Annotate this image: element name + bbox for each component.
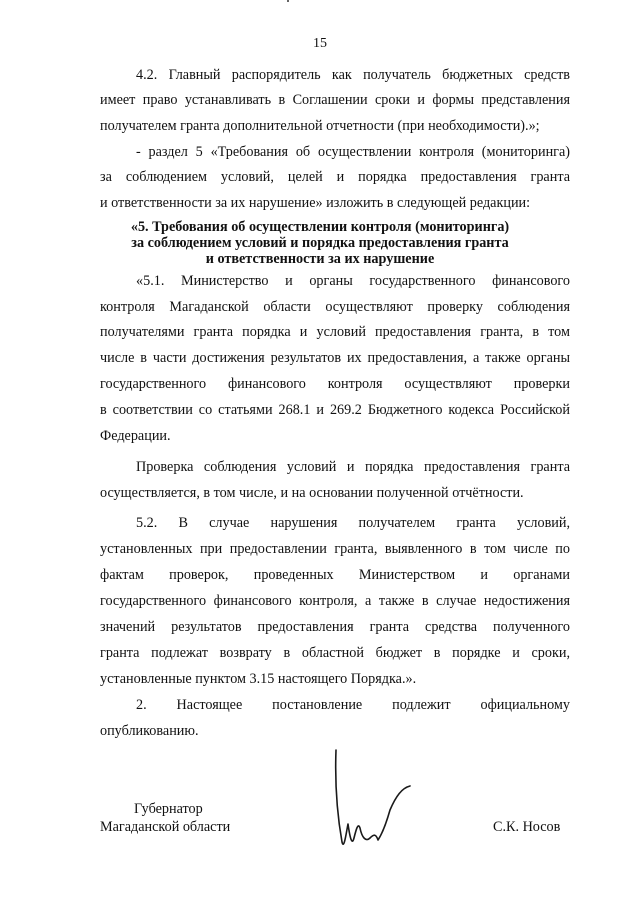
para-5-2-line: значений результатов предоставления гранта средства полученного <box>100 619 570 635</box>
page-number: 15 <box>313 36 327 51</box>
para-5-1-line: в соответствии со статьями 268.1 и 269.2 Бюджетного кодекса Российской <box>100 402 570 418</box>
para-4-2-line: получателем гранта дополнительной отчетности (при необходимости).»; <box>100 118 540 134</box>
governor-name: С.К. Носов <box>493 819 561 835</box>
section-heading-line: и ответственности за их нарушение <box>205 251 435 267</box>
scan-mark <box>287 0 289 2</box>
section5-intro-line: - раздел 5 «Требования об осуществлении контроля (мониторинга) <box>136 144 570 160</box>
para-5-1-line: государственного финансового контроля осуществляют проверки <box>100 376 570 392</box>
para-5-1-line: числе в части достижения результатов их предоставления, а также органы <box>100 350 570 366</box>
section5-intro-line: и ответственности за их нарушение» изложить в следующей редакции: <box>100 195 531 211</box>
para-2-line: опубликованию. <box>100 723 199 739</box>
para-5-2-line: государственного финансового контроля, а также в случае недостижения <box>100 593 570 609</box>
para-5-2-line: фактам проверок, проведенных Министерством и органами <box>100 567 570 583</box>
para-5-1-line: получателями гранта порядка и условий предоставления гранта, в том <box>100 324 570 340</box>
region-title: Магаданской области <box>100 819 231 835</box>
para-4-2-line: 4.2. Главный распорядитель как получатель бюджетных средств <box>136 67 570 83</box>
para-2-line: 2. Настоящее постановление подлежит официальному <box>136 697 570 713</box>
para-5-1-line: контроля Магаданской области осуществляют проверку соблюдения <box>100 299 570 315</box>
para-4-2-line: имеет право устанавливать в Соглашении сроки и формы представления <box>100 92 570 108</box>
para-5-2-line: установленные пунктом 3.15 настоящего Порядка.». <box>100 671 417 687</box>
para-5-1-line: Федерации. <box>100 428 171 444</box>
para-5-1-line: «5.1. Министерство и органы государственного финансового <box>136 273 570 289</box>
section-heading-line: за соблюдением условий и порядка предоставления гранта <box>131 235 509 251</box>
para-5-2-line: 5.2. В случае нарушения получателем гранта условий, <box>136 515 570 531</box>
handwritten-signature <box>330 738 430 858</box>
para-check-line: осуществляется, в том числе, и на основании полученной отчётности. <box>100 485 524 501</box>
section5-intro-line: за соблюдением условий, целей и порядка предоставления гранта <box>100 169 570 185</box>
section-heading-line: «5. Требования об осуществлении контроля (мониторинга) <box>130 219 510 235</box>
governor-title: Губернатор <box>134 801 203 817</box>
para-5-2-line: гранта подлежат возврату в областной бюджет в порядке и сроки, <box>100 645 570 661</box>
para-check-line: Проверка соблюдения условий и порядка предоставления гранта <box>136 459 570 475</box>
para-5-2-line: установленных при предоставлении гранта, выявленного в том числе по <box>100 541 570 557</box>
